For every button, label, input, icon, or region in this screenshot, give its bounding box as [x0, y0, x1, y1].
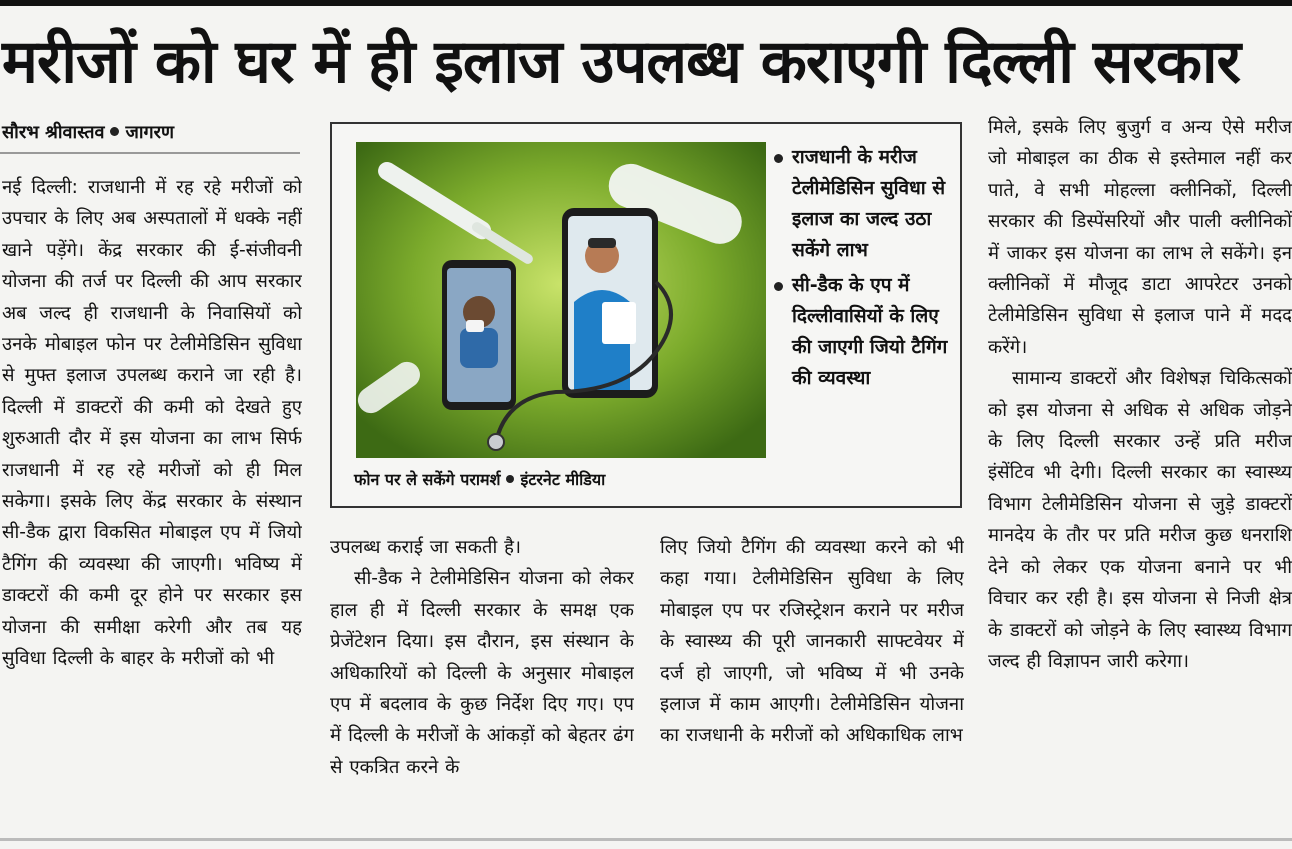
bullet-icon [774, 282, 783, 291]
caption-text: फोन पर ले सकेंगे परामर्श [354, 470, 501, 489]
photo-box [330, 122, 962, 508]
headline: मरीजों को घर में ही इलाज उपलब्ध कराएगी दिल्ली सरकार [2, 27, 1241, 97]
article-column-3 [660, 532, 964, 832]
column-1-text: नई दिल्ली: राजधानी में रह रहे मरीजों को उपचार के लिए अब अस्पतालों में धक्के नहीं खाने पड़ेंगे। केंद्र सरकार की ई-संजीवनी योजना की तर्ज पर दिल्ली की आप सरकार अब जल्द ही राजधानी के निवासियों को उनके मोबाइल फोन पर टेलीमेडिसिन सुविधा से मुफ्त इलाज उपलब्ध कराने जा रही है। दिल्ली में डाक्टरों की कमी को देखते हुए शुरुआती दौर में इस योजना का लाभ सिर्फ राजधानी में रह रहे मरीजों को ही मिल सकेगा। इसके लिए केंद्र सरकार के संस्थान सी-डैक द्वारा विकसित मोबाइल एप में जियो टैगिंग की व्यवस्था की जाएगी। भविष्य में डाक्टरों की कमी दूर होने पर सरकार इस योजना की समीक्षा करेगी और तब यह सुविधा दिल्ली के बाहर के मरीजों को भी [2, 177, 302, 670]
doctor-phone [562, 208, 658, 398]
column-2-paragraph-1: उपलब्ध कराई जा सकती है। [330, 537, 521, 558]
column-4-paragraph-1: मिले, इसके लिए बुजुर्ग व अन्य ऐसे मरीज जो मोबाइल का ठीक से इस्तेमाल नहीं कर पाते, वे सभी मोहल्ला क्लीनिकों, दिल्ली सरकार की डिस्पेंसरियों और पाली क्लीनिकों में जाकर इस योजना का लाभ ले सकेंगे। इन क्लीनिकों में मौजूद डाटा आपरेटर उनको टेलीमेडिसिन सुविधा से इलाज पाने में मदद करेंगे। [988, 117, 1292, 358]
highlight-text: सी-डैक के एप में दिल्लीवासियों के लिए की जाएगी जियो टैगिंग की व्यवस्था [792, 274, 948, 389]
column-4-paragraph-2: सामान्य डाक्टरों और विशेषज्ञ चिकित्सकों को इस योजना से अधिक से अधिक जोड़ने के लिए दिल्ली सरकार उन्हें प्रति मरीज इंसेंटिव भी देगी। दिल्ली सरकार का स्वास्थ्य विभाग टेलीमेडिसिन योजना से जुड़े डाक्टरों मानदेय के तौर पर प्रति मरीज कुछ धनराशि देने को लेकर एक योजना बनाने पर भी विचार कर रही है। इस योजना से निजी क्षेत्र के डाक्टरों को जोड़ने के लिए स्वास्थ्य विभाग जल्द ही विज्ञापन जारी करेगा। [988, 368, 1292, 672]
article-column-4 [988, 112, 1292, 832]
column-2-paragraph-2: सी-डैक ने टेलीमेडिसिन योजना को लेकर हाल ही में दिल्ली सरकार के समक्ष एक प्रेजेंटेशन दिया। इस दौरान, इस संस्थान के अधिकारियों को दिल्ली के अनुसार मोबाइल एप में बदलाव के कुछ निर्देश दिए गए। एप में दिल्ली के मरीजों के आंकड़ों को बेहतर ढंग से एकत्रित करने के [330, 568, 634, 778]
caption-credit: इंटरनेट मीडिया [520, 470, 606, 489]
column-3-text: लिए जियो टैगिंग की व्यवस्था करने को भी कहा गया। टेलीमेडिसिन सुविधा के लिए मोबाइल एप पर रजिस्ट्रेशन कराने पर मरीज के स्वास्थ्य की पूरी जानकारी साफ्टवेयर में दर्ज हो जाएगी, जो भविष्य में भी उनके इलाज में काम आएगी। टेलीमेडिसिन योजना का राजधानी के मरीजों को अधिकाधिक लाभ [660, 537, 964, 747]
article-column-2 [330, 532, 634, 832]
caption-separator-dot [506, 475, 514, 483]
highlight-item [772, 142, 952, 266]
bullet-icon [774, 154, 783, 163]
bottom-border [0, 838, 1292, 841]
byline-author: सौरभ श्रीवास्तव [2, 122, 105, 143]
highlights-sidebar [772, 142, 952, 398]
byline-separator-dot [110, 127, 119, 136]
byline [2, 118, 300, 148]
byline-source: जागरण [125, 122, 174, 143]
highlight-item [772, 270, 952, 394]
patient-phone [442, 260, 516, 410]
top-border [0, 0, 1292, 6]
article-column-1 [2, 172, 302, 822]
telemedicine-photo [356, 142, 766, 458]
highlight-text: राजधानी के मरीज टेलीमेडिसिन सुविधा से इलाज का जल्द उठा सकेंगे लाभ [792, 146, 946, 261]
photo-caption [354, 462, 764, 498]
byline-divider [0, 152, 300, 154]
